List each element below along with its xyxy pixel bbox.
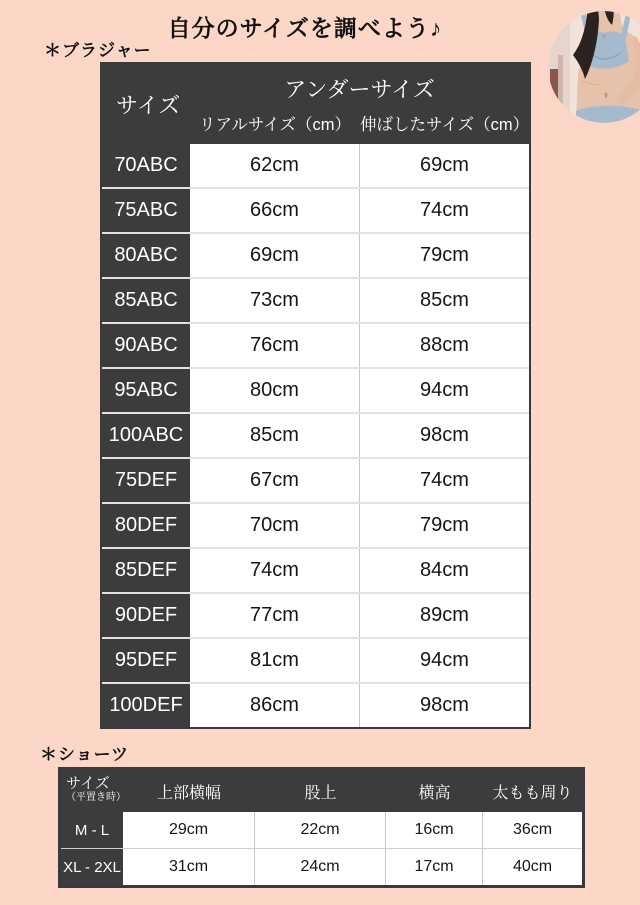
bra-stretched-size-cell: 98cm <box>360 684 529 727</box>
bra-col-header-stretched-size: 伸ばしたサイズ（cm） <box>360 116 530 134</box>
bra-size-cell: 85DEF <box>102 549 190 592</box>
bra-size-cell: 100DEF <box>102 684 190 727</box>
table-row <box>61 812 582 848</box>
bra-size-cell: 95DEF <box>102 639 190 682</box>
bra-real-size-cell: 77cm <box>190 594 360 637</box>
shorts-value-cell: 22cm <box>255 812 386 848</box>
shorts-value-cell: 31cm <box>123 849 255 885</box>
table-row <box>102 232 529 277</box>
table-row <box>102 277 529 322</box>
bra-stretched-size-cell: 69cm <box>360 144 529 187</box>
bra-size-cell: 70ABC <box>102 144 190 187</box>
shorts-value-cell: 24cm <box>255 849 386 885</box>
bra-size-cell: 75ABC <box>102 189 190 232</box>
shorts <box>576 106 640 123</box>
table-row <box>102 367 529 412</box>
bra-size-cell: 75DEF <box>102 459 190 502</box>
bra-col-header-size: サイズ <box>116 92 181 118</box>
table-row <box>61 848 582 885</box>
shorts-col-header-rise: 股上 <box>304 784 337 802</box>
shorts-col-header-thigh: 太もも周り <box>492 784 573 802</box>
shorts-col-header-size: サイズ （平置き時） <box>66 775 126 804</box>
bra-size-cell: 80DEF <box>102 504 190 547</box>
bra-real-size-cell: 73cm <box>190 279 360 322</box>
bra-real-size-cell: 85cm <box>190 414 360 457</box>
table-row <box>102 322 529 367</box>
shorts-value-cell: 17cm <box>386 849 483 885</box>
shorts-size-cell: M - L <box>61 812 123 848</box>
table-row <box>102 144 529 187</box>
shorts-col-header-top-width: 上部横幅 <box>156 784 221 802</box>
bra-stretched-size-cell: 85cm <box>360 279 529 322</box>
table-row <box>102 592 529 637</box>
bra-real-size-cell: 62cm <box>190 144 360 187</box>
bra-col-group-header: アンダーサイズ <box>284 77 435 102</box>
bra-table-body <box>102 144 529 727</box>
shorts-section-label: ＊ショーツ <box>40 745 129 764</box>
shorts-table-header <box>61 770 582 812</box>
bra-stretched-size-cell: 84cm <box>360 549 529 592</box>
bra-size-table <box>100 62 531 729</box>
bra-real-size-cell: 86cm <box>190 684 360 727</box>
bra-stretched-size-cell: 88cm <box>360 324 529 367</box>
bra-stretched-size-cell: 98cm <box>360 414 529 457</box>
bra-real-size-cell: 81cm <box>190 639 360 682</box>
table-row <box>102 502 529 547</box>
bra-real-size-cell: 74cm <box>190 549 360 592</box>
bra-size-cell: 85ABC <box>102 279 190 322</box>
bra-stretched-size-cell: 74cm <box>360 459 529 502</box>
bra-stretched-size-cell: 79cm <box>360 234 529 277</box>
bra-stretched-size-cell: 89cm <box>360 594 529 637</box>
shorts-value-cell: 16cm <box>386 812 483 848</box>
shorts-size-cell: XL - 2XL <box>61 849 123 885</box>
bra-real-size-cell: 66cm <box>190 189 360 232</box>
table-row <box>102 682 529 727</box>
page-title: 自分のサイズを調べよう♪ <box>167 15 443 41</box>
table-row <box>102 187 529 232</box>
bra-real-size-cell: 70cm <box>190 504 360 547</box>
shorts-size-header-note: （平置き時） <box>66 792 126 804</box>
bra-real-size-cell: 67cm <box>190 459 360 502</box>
bra-stretched-size-cell: 74cm <box>360 189 529 232</box>
bra-stretched-size-cell: 79cm <box>360 504 529 547</box>
table-row <box>102 637 529 682</box>
table-row <box>102 412 529 457</box>
shorts-value-cell: 36cm <box>483 812 582 848</box>
shorts-value-cell: 29cm <box>123 812 255 848</box>
table-row <box>102 547 529 592</box>
bra-real-size-cell: 76cm <box>190 324 360 367</box>
bra-stretched-size-cell: 94cm <box>360 639 529 682</box>
shorts-size-table <box>58 767 585 888</box>
bra-size-cell: 90ABC <box>102 324 190 367</box>
bra-size-cell: 100ABC <box>102 414 190 457</box>
bra-section-label: ＊ブラジャー <box>44 41 152 60</box>
bra-col-header-real-size: リアルサイズ（cm） <box>198 116 351 134</box>
bra-real-size-cell: 80cm <box>190 369 360 412</box>
bra-real-size-cell: 69cm <box>190 234 360 277</box>
bra-size-cell: 90DEF <box>102 594 190 637</box>
bra-stretched-size-cell: 94cm <box>360 369 529 412</box>
shorts-col-header-side-height: 横高 <box>418 784 451 802</box>
table-row <box>102 457 529 502</box>
bra-size-cell: 95ABC <box>102 369 190 412</box>
bra-table-header <box>102 64 529 144</box>
shorts-value-cell: 40cm <box>483 849 582 885</box>
bra-size-cell: 80ABC <box>102 234 190 277</box>
